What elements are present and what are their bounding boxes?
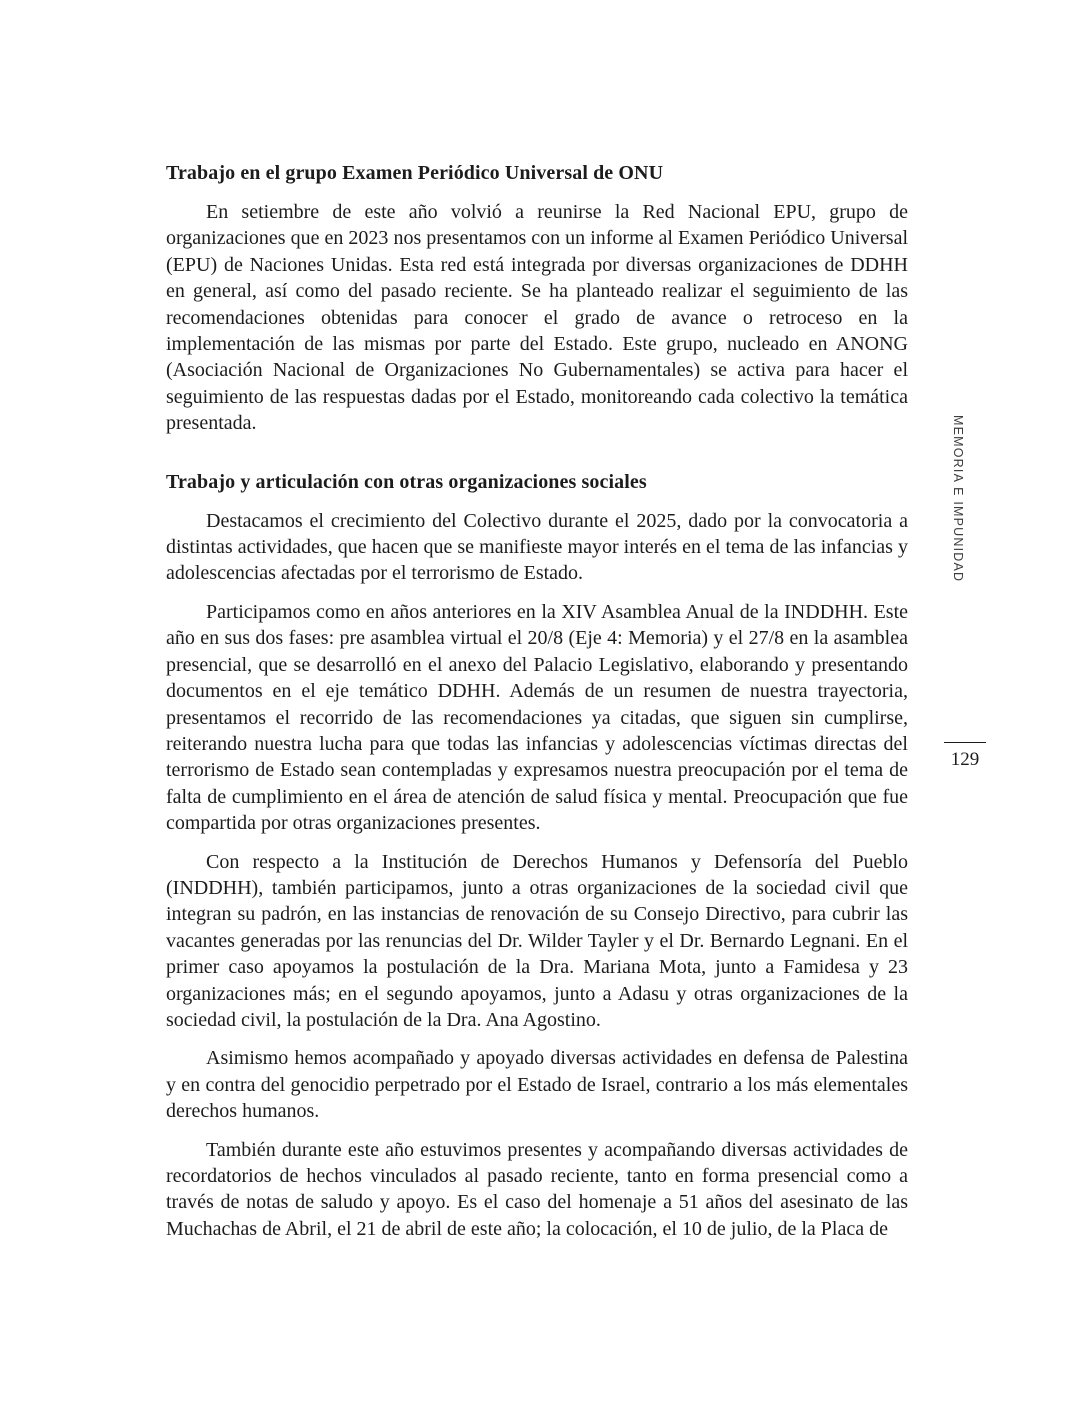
body-paragraph: Asimismo hemos acompañado y apoyado diversas actividades en defensa de Palestina y en contra del genocidio perpetrado por el Estado de Israel, contrario a los más elementales derechos humanos. [166, 1047, 908, 1123]
margin-running-title: MEMORIA E IMPUNIDAD [951, 415, 965, 583]
body-paragraph: También durante este año estuvimos presentes y acompañando diversas actividades de recordatorios de hechos vinculados al pasado reciente, tanto en forma presencial como a través de notas de saludo y apoyo. Es el caso del homenaje a 51 años del asesinato de las Muchachas de Abril, el 21 de abril de este año; la colocación, el 10 de julio, de la Placa de [166, 1138, 908, 1240]
text-content [166, 160, 908, 1254]
body-paragraph: Participamos como en años anteriores en la XIV Asamblea Anual de la INDDHH. Este año en sus dos fases: pre asamblea virtual el 20/8 (Eje 4: Memoria) y el 27/8 en la asamblea presencial, que se desarrolló en el anexo del Palacio Legislativo, elaborando y presentando documentos en el eje temático DDHH. Además de un resumen de nuestra trayectoria, presentamos el recorrido de las recomendaciones ya citadas, que siguen sin cumplirse, reiterando nuestra lucha para que todas las infancias y adolescencias víctimas directas del terrorismo de Estado sean contempladas y expresamos nuestra preocupación por el tema de falta de cumplimiento en el área de atención de salud física y mental. Preocupación que fue compartida por otras organizaciones presentes. [166, 600, 908, 835]
page-number: 129 [950, 749, 980, 770]
body-paragraph: Con respecto a la Institución de Derechos Humanos y Defensoría del Pueblo (INDDHH), también participamos, junto a otras organizaciones de la sociedad civil que integran su padrón, en las instancias de renovación de su Consejo Directivo, para cubrir las vacantes generadas por las renuncias del Dr. Wilder Tayler y el Dr. Bernardo Legnani. En el primer caso apoyamos la postulación de la Dra. Mariana Mota, junto a Famidesa y 23 organizaciones más; en el segundo apoyamos, junto a Adasu y otras organizaciones de la sociedad civil, la postulación de la Dra. Ana Agostino. [166, 850, 908, 1031]
body-paragraph: Destacamos el crecimiento del Colectivo durante el 2025, dado por la convocatoria a distintas actividades, que hacen que se manifieste mayor interés en el tema de las infancias y adolescencias afectadas por el terrorismo de Estado. [166, 509, 908, 585]
section-heading-epu: Trabajo en el grupo Examen Periódico Universal de ONU [166, 162, 664, 184]
page-number-block [944, 742, 986, 771]
page-number-rule [944, 742, 986, 743]
body-paragraph: En setiembre de este año volvió a reunirse la Red Nacional EPU, grupo de organizaciones que en 2023 nos presentamos con un informe al Examen Periódico Universal (EPU) de Naciones Unidas. Esta red está integrada por diversas organizaciones de DDHH en general, así como del pasado reciente. Se ha planteado realizar el seguimiento de las recomendaciones obtenidas para conocer el grado de avance o retroceso en la implementación de las mismas por parte del Estado. Este grupo, nucleado en ANONG (Asociación Nacional de Organizaciones No Gubernamentales) se activa para hacer el seguimiento de las respuestas dadas por el Estado, monitoreando cada colectivo la temática presentada. [166, 201, 908, 435]
section-heading-articulacion: Trabajo y articulación con otras organizaciones sociales [166, 470, 647, 493]
